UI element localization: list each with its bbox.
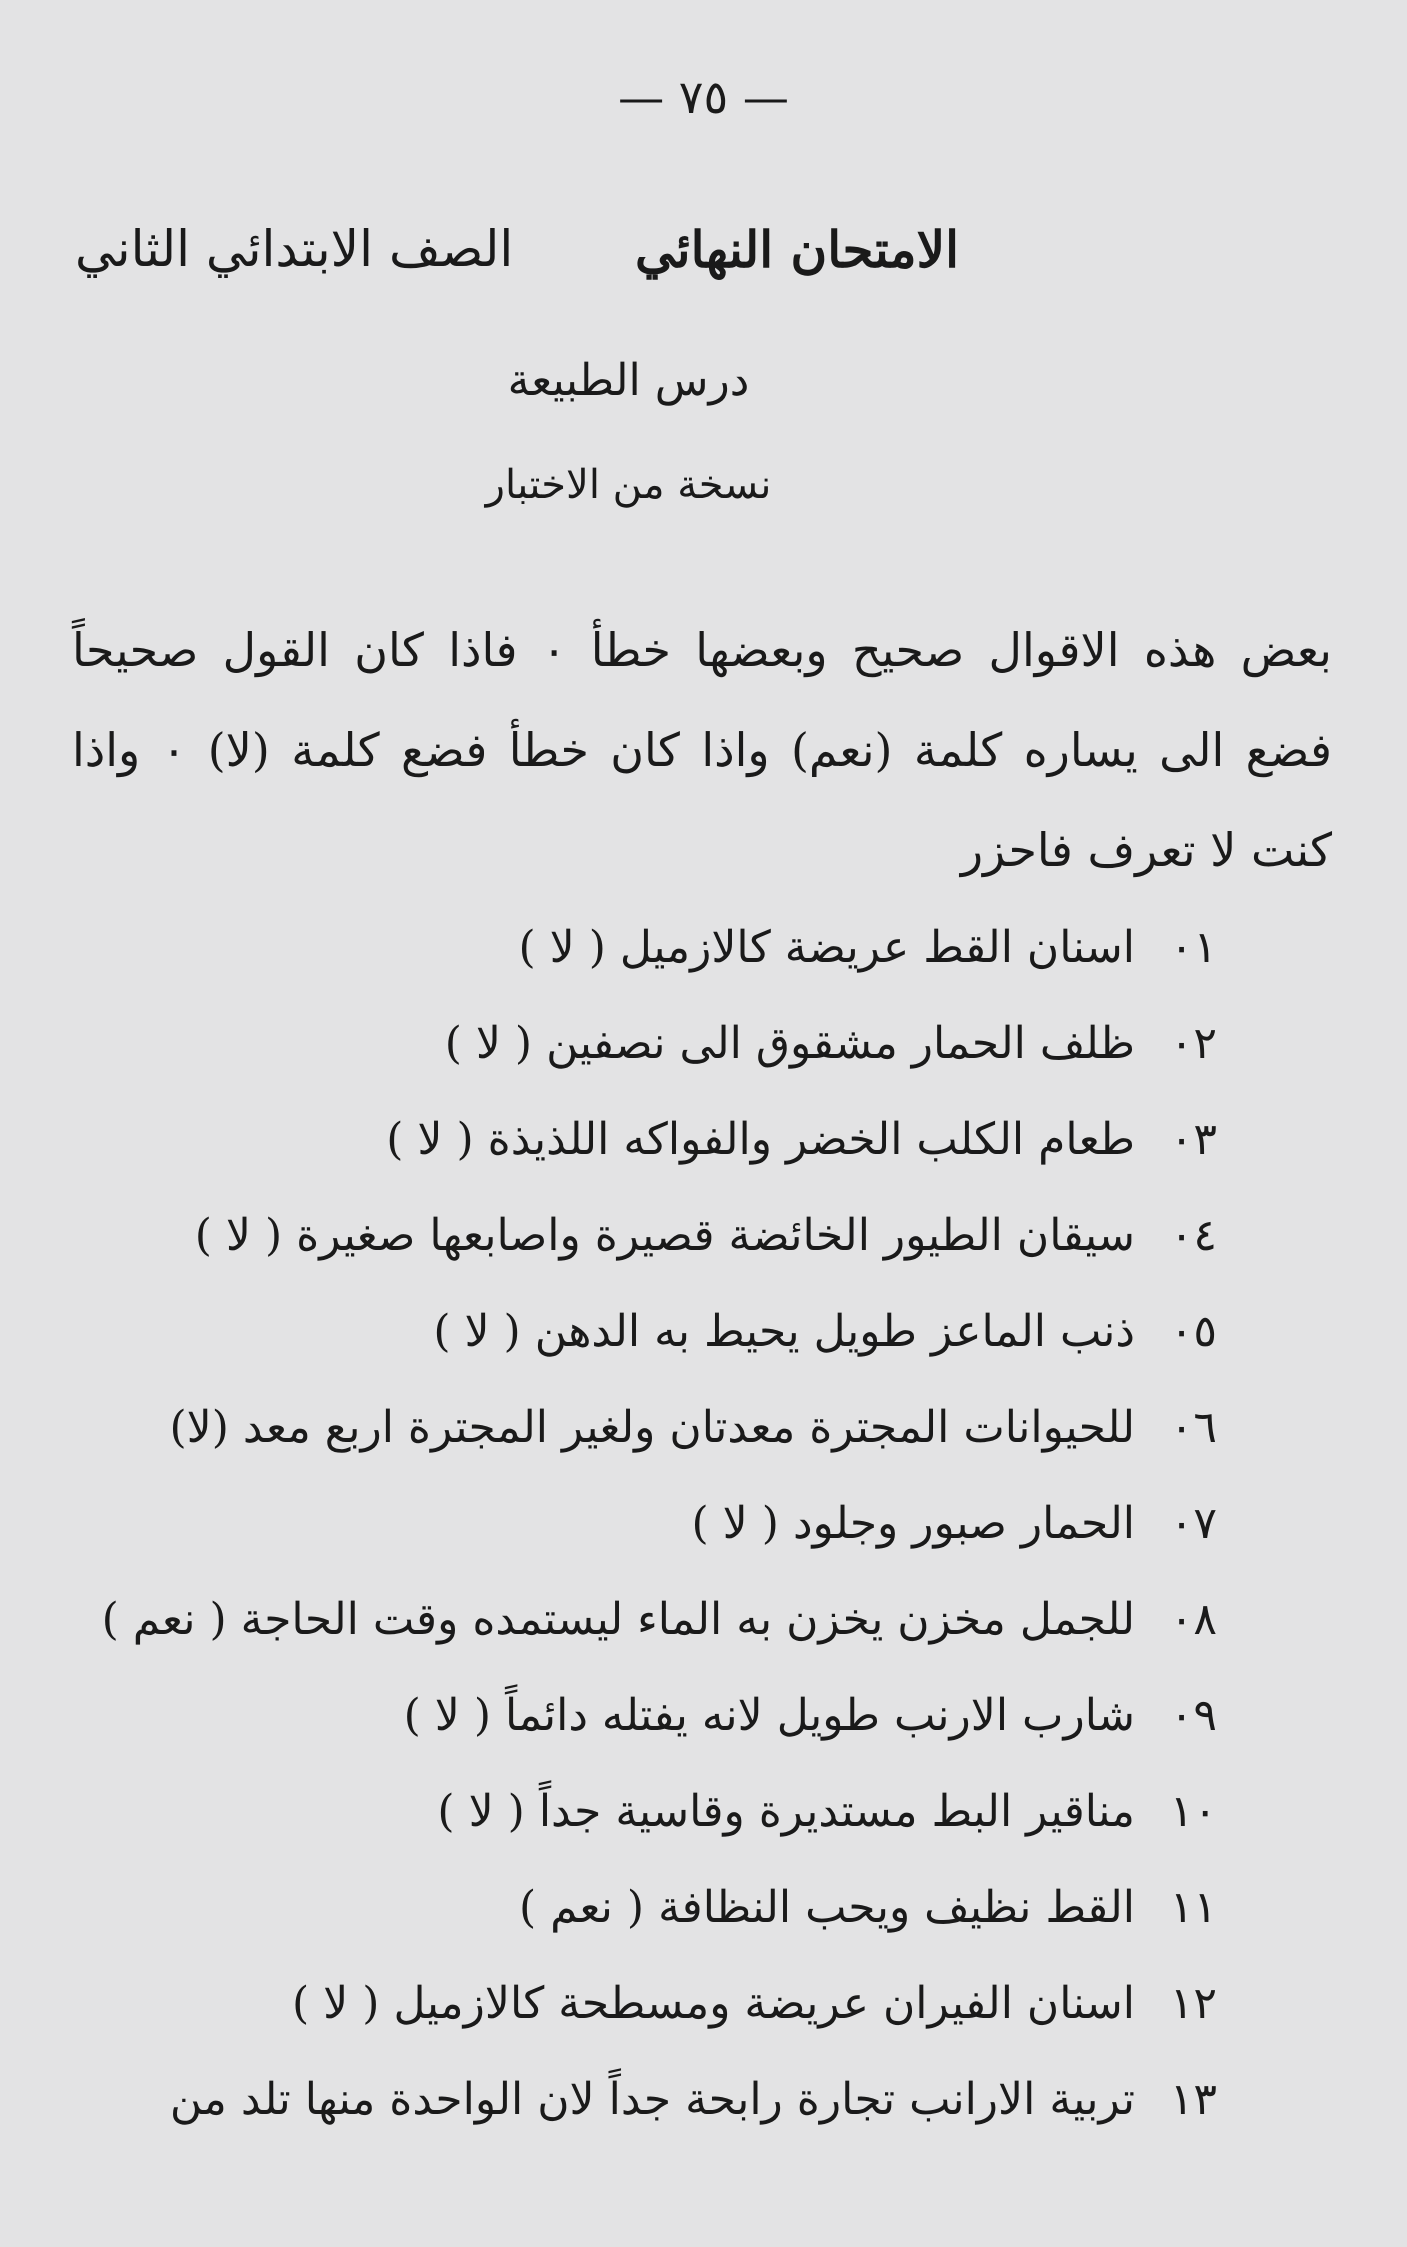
copy-note: نسخة من الاختبار bbox=[485, 462, 772, 508]
question-answer: ( لا ) bbox=[433, 1306, 521, 1357]
question-answer: ( لا ) bbox=[403, 1690, 491, 1741]
question-number: ٠٤ bbox=[1169, 1210, 1217, 1261]
question-number: ٠٣ bbox=[1169, 1114, 1217, 1165]
question-answer: ( لا ) bbox=[437, 1786, 525, 1837]
question-number: ١٣ bbox=[1169, 2074, 1217, 2125]
page-number: — ٧٥ — bbox=[618, 70, 789, 124]
question-text: اسنان القط عريضة كالازميل bbox=[619, 922, 1135, 973]
question-item bbox=[67, 1092, 1217, 1188]
question-number: ٠٧ bbox=[1169, 1498, 1217, 1549]
question-text: للحيوانات المجترة معدتان ولغير المجترة اربع معد bbox=[242, 1402, 1135, 1453]
question-number: ٠٢ bbox=[1169, 1018, 1217, 1069]
question-text: الحمار صبور وجلود bbox=[792, 1498, 1135, 1549]
subject-title: درس الطبيعة bbox=[507, 355, 750, 406]
question-answer: ( نعم ) bbox=[101, 1594, 227, 1645]
question-item bbox=[67, 1860, 1217, 1956]
question-item bbox=[67, 1668, 1217, 1764]
question-text: ظلف الحمار مشقوق الى نصفين bbox=[546, 1018, 1135, 1069]
question-item bbox=[67, 1188, 1217, 1284]
question-answer: ( نعم ) bbox=[519, 1882, 645, 1933]
question-number: ١٢ bbox=[1169, 1978, 1217, 2029]
question-text: القط نظيف ويحب النظافة bbox=[658, 1882, 1135, 1933]
question-text: شارب الارنب طويل لانه يفتله دائماً bbox=[505, 1690, 1135, 1741]
question-answer: ( لا ) bbox=[292, 1978, 380, 2029]
instructions-paragraph: بعض هذه الاقوال صحيح وبعضها خطأ ٠ فاذا كان القول صحيحاً فضع الى يساره كلمة (نعم) واذا كان خطأ فضع كلمة (لا) ٠ واذا كنت لا تعرف فاحزر bbox=[72, 623, 1332, 877]
question-item bbox=[67, 1956, 1217, 2052]
question-item bbox=[67, 1284, 1217, 1380]
question-text: ذنب الماعز طويل يحيط به الدهن bbox=[534, 1306, 1135, 1357]
question-item bbox=[67, 2052, 1217, 2148]
question-item bbox=[67, 1380, 1217, 1476]
question-text: اسنان الفيران عريضة ومسطحة كالازميل bbox=[393, 1978, 1135, 2029]
question-number: ٠٨ bbox=[1169, 1594, 1217, 1645]
question-answer: ( لا ) bbox=[518, 922, 606, 973]
question-number: ٠٦ bbox=[1169, 1402, 1217, 1453]
question-number: ٠٥ bbox=[1169, 1306, 1217, 1357]
question-text: سيقان الطيور الخائضة قصيرة واصابعها صغيرة bbox=[296, 1210, 1135, 1261]
question-answer: (لا) bbox=[169, 1402, 229, 1453]
question-answer: ( لا ) bbox=[691, 1498, 779, 1549]
question-item bbox=[67, 1764, 1217, 1860]
question-number: ٠٩ bbox=[1169, 1690, 1217, 1741]
question-number: ١٠ bbox=[1169, 1786, 1217, 1837]
question-item bbox=[67, 996, 1217, 1092]
exam-header bbox=[75, 220, 1335, 290]
question-answer: ( لا ) bbox=[194, 1210, 283, 1261]
question-list bbox=[67, 900, 1217, 2148]
question-item bbox=[67, 1572, 1217, 1668]
question-number: ١١ bbox=[1169, 1882, 1217, 1933]
question-text: تربية الارانب تجارة رابحة جداً لان الواحدة منها تلد من bbox=[169, 2074, 1135, 2125]
question-item bbox=[67, 1476, 1217, 1572]
question-text: للجمل مخزن يخزن به الماء ليستمده وقت الحاجة bbox=[240, 1594, 1135, 1645]
question-answer: ( لا ) bbox=[386, 1114, 474, 1165]
question-text: طعام الكلب الخضر والفواكه اللذيذة bbox=[487, 1114, 1135, 1165]
exam-title: الامتحان النهائي bbox=[635, 220, 959, 279]
question-number: ٠١ bbox=[1169, 922, 1217, 973]
question-item bbox=[67, 900, 1217, 996]
grade-title: الصف الابتدائي الثاني bbox=[75, 220, 514, 278]
question-text: مناقير البط مستديرة وقاسية جداً bbox=[538, 1786, 1135, 1837]
question-answer: ( لا ) bbox=[444, 1018, 533, 1069]
